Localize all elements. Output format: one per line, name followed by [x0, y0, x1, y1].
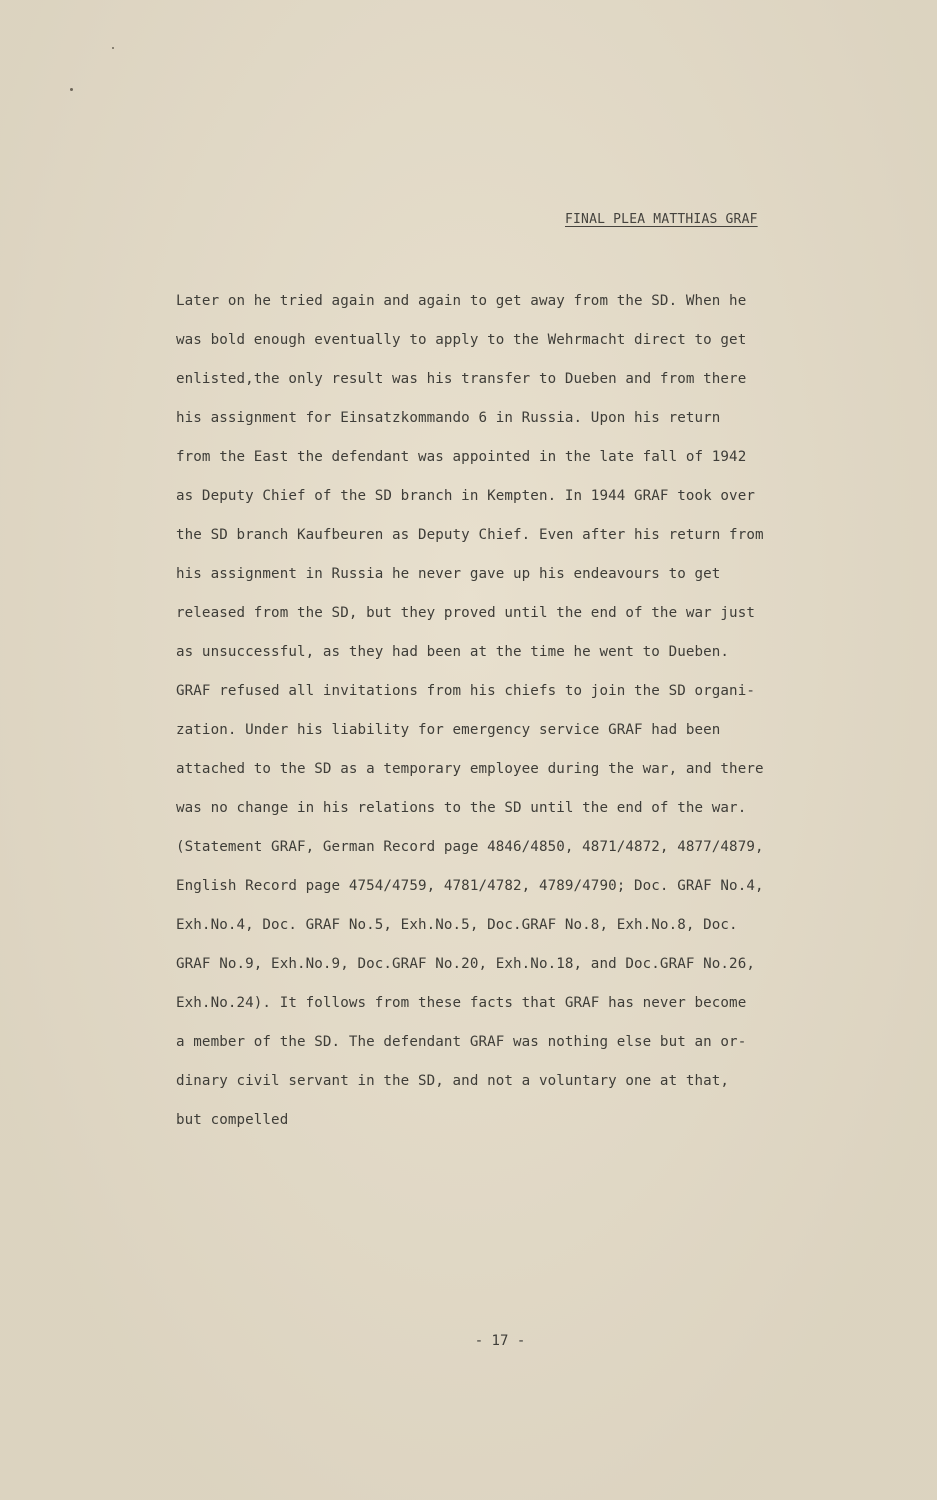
text-line: (Statement GRAF, German Record page 4846/4850, 4871/4872, 4877/4879,	[176, 839, 764, 855]
text-line: from the East the defendant was appointed in the late fall of 1942	[176, 449, 747, 465]
text-line: as Deputy Chief of the SD branch in Kempten. In 1944 GRAF took over	[176, 488, 755, 504]
text-line: his assignment for Einsatzkommando 6 in Russia. Upon his return	[176, 410, 721, 426]
page-number: - 17 -	[474, 1333, 526, 1349]
document-body	[176, 290, 856, 1148]
text-line: Exh.No.4, Doc. GRAF No.5, Exh.No.5, Doc.GRAF No.8, Exh.No.8, Doc.	[176, 917, 738, 933]
text-line: zation. Under his liability for emergency service GRAF had been	[176, 722, 721, 738]
text-line: Later on he tried again and again to get away from the SD. When he	[176, 293, 747, 309]
paper-speck	[70, 88, 73, 91]
text-line: enlisted,the only result was his transfer to Dueben and from there	[176, 371, 747, 387]
text-line: Exh.No.24). It follows from these facts that GRAF has never become	[176, 995, 747, 1011]
text-line: was bold enough eventually to apply to the Wehrmacht direct to get	[176, 332, 747, 348]
text-line: the SD branch Kaufbeuren as Deputy Chief. Even after his return from	[176, 527, 764, 543]
text-line: GRAF refused all invitations from his chiefs to join the SD organi-	[176, 683, 755, 699]
text-line: English Record page 4754/4759, 4781/4782, 4789/4790; Doc. GRAF No.4,	[176, 878, 764, 894]
text-line: dinary civil servant in the SD, and not a voluntary one at that,	[176, 1073, 730, 1089]
document-header: FINAL PLEA MATTHIAS GRAF	[565, 212, 758, 227]
text-line: his assignment in Russia he never gave up his endeavours to get	[176, 566, 721, 582]
text-line: attached to the SD as a temporary employee during the war, and there	[176, 761, 764, 777]
paper-speck	[112, 47, 114, 49]
text-line: released from the SD, but they proved until the end of the war just	[176, 605, 755, 621]
text-line: but compelled	[176, 1112, 289, 1128]
text-line: GRAF No.9, Exh.No.9, Doc.GRAF No.20, Exh.No.18, and Doc.GRAF No.26,	[176, 956, 755, 972]
text-line: a member of the SD. The defendant GRAF was nothing else but an or-	[176, 1034, 747, 1050]
text-line: was no change in his relations to the SD until the end of the war.	[176, 800, 747, 816]
text-line: as unsuccessful, as they had been at the time he went to Dueben.	[176, 644, 730, 660]
